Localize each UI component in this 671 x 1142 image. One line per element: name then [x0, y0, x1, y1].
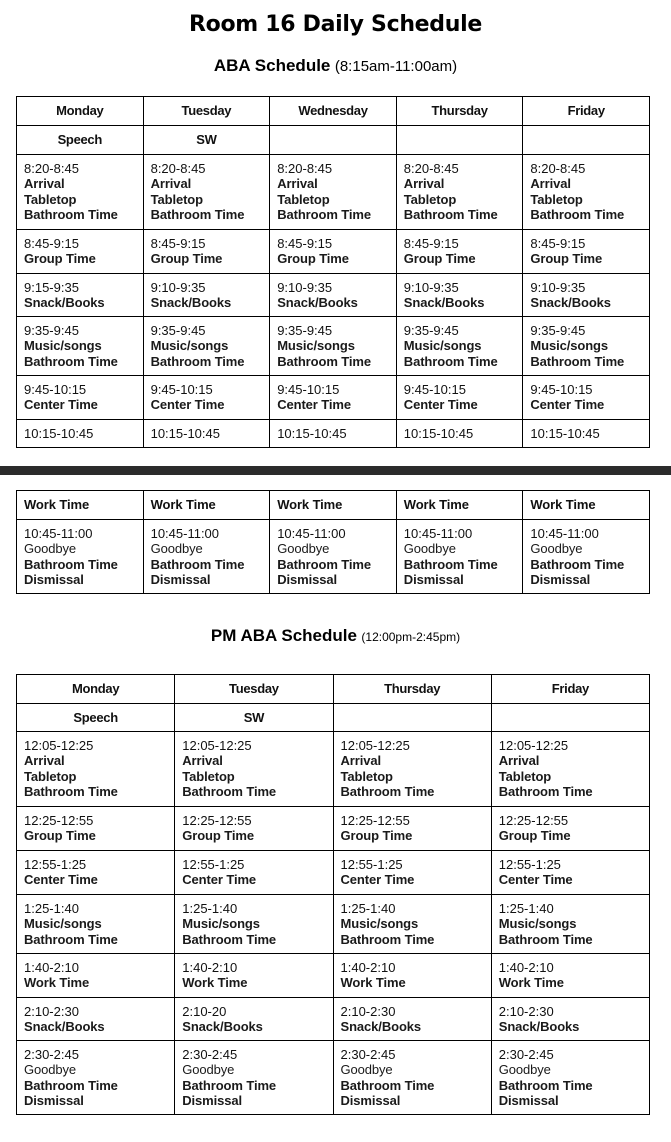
- activity-label: Bathroom Time: [403, 353, 498, 369]
- activity-label: Bathroom Time: [340, 783, 435, 799]
- activity-label: Dismissal: [277, 571, 337, 587]
- activity-label: Group Time: [277, 251, 349, 267]
- schedule-cell: [333, 1041, 491, 1115]
- time-range: 12:05-12:25: [24, 738, 94, 753]
- schedule-cell: [17, 851, 175, 895]
- schedule-cell: [17, 420, 144, 448]
- day-header-row-cell: Friday: [523, 97, 650, 126]
- time-range: 8:45-9:15: [403, 236, 459, 251]
- time-range: 9:45-10:15: [530, 382, 593, 397]
- activity-label: Tabletop: [150, 191, 203, 207]
- activity-label: Center Time: [403, 397, 478, 413]
- activity-label: Group Time: [182, 828, 254, 844]
- time-range: 9:10-9:35: [403, 280, 459, 295]
- time-range: 8:20-8:45: [403, 161, 459, 176]
- schedule-cell: [175, 954, 333, 998]
- day-header-row-cell: Friday: [491, 675, 649, 704]
- schedule-cell: [270, 317, 397, 376]
- activity-label: Goodbye: [403, 541, 456, 557]
- activity-label: Work Time: [182, 975, 248, 991]
- day-header-row-cell: Thursday: [396, 97, 523, 126]
- schedule-cell: [143, 376, 270, 420]
- activity-label: Arrival: [403, 176, 445, 192]
- schedule-cell: [396, 376, 523, 420]
- time-range: 10:45-11:00: [530, 526, 599, 541]
- activity-label: Group Time: [403, 251, 476, 267]
- activity-label: Snack/Books: [150, 295, 232, 311]
- pm-schedule-table: [16, 674, 650, 1115]
- am-heading-label: ABA Schedule: [213, 56, 331, 75]
- activity-label: Bathroom Time: [150, 556, 245, 572]
- activity-label: Dismissal: [24, 1092, 84, 1108]
- activity-label: Bathroom Time: [530, 556, 625, 572]
- schedule-cell: [333, 954, 491, 998]
- activity-label: Snack/Books: [403, 295, 485, 311]
- activity-label: Tabletop: [277, 191, 330, 207]
- time-range: 12:55-1:25: [498, 857, 561, 872]
- time-range: 8:45-9:15: [150, 236, 206, 251]
- schedule-row: [17, 274, 650, 317]
- schedule-cell: [175, 807, 333, 851]
- service-row: [17, 126, 650, 155]
- schedule-cell: [523, 274, 650, 317]
- schedule-cell: [523, 317, 650, 376]
- work-time-row: [17, 491, 650, 520]
- activity-label: Dismissal: [498, 1092, 559, 1108]
- activity-label: Dismissal: [24, 571, 84, 587]
- time-range: 12:05-12:25: [498, 738, 569, 753]
- time-range: 9:45-10:15: [24, 382, 87, 397]
- activity-label: Dismissal: [150, 571, 211, 587]
- activity-label: Bathroom Time: [150, 353, 245, 369]
- schedule-cell: [396, 520, 523, 594]
- activity-label: Center Time: [530, 397, 605, 413]
- schedule-cell: [17, 155, 144, 230]
- time-range: 9:45-10:15: [150, 382, 213, 397]
- activity-label: Goodbye: [340, 1062, 393, 1078]
- time-range: 1:25-1:40: [340, 901, 396, 916]
- activity-label: Bathroom Time: [150, 206, 245, 222]
- schedule-cell: [396, 155, 523, 230]
- activity-label: Arrival: [277, 176, 318, 192]
- activity-label: Bathroom Time: [182, 931, 277, 947]
- activity-label: Bathroom Time: [277, 353, 371, 369]
- schedule-cell: [333, 851, 491, 895]
- day-header-row-cell: Monday: [17, 675, 175, 704]
- time-range: 8:20-8:45: [24, 161, 79, 176]
- time-range: 8:20-8:45: [150, 161, 206, 176]
- activity-label: Snack/Books: [277, 295, 358, 311]
- schedule-cell: [17, 895, 175, 954]
- schedule-row: [17, 732, 650, 807]
- activity-label: Music/songs: [182, 916, 260, 932]
- activity-label: Music/songs: [150, 338, 229, 354]
- schedule-cell: [523, 420, 650, 448]
- activity-label: Group Time: [24, 828, 96, 844]
- activity-label: Center Time: [150, 397, 225, 413]
- schedule-cell: [523, 155, 650, 230]
- activity-label: Dismissal: [340, 1092, 401, 1108]
- activity-label: Snack/Books: [24, 1019, 105, 1035]
- activity-label: Tabletop: [403, 191, 457, 207]
- time-range: 1:40-2:10: [340, 960, 396, 975]
- time-range: 10:15-10:45: [530, 425, 600, 441]
- schedule-row: [17, 895, 650, 954]
- page-break-divider: [0, 466, 671, 475]
- activity-label: Bathroom Time: [277, 206, 371, 222]
- schedule-cell: [175, 851, 333, 895]
- schedule-row: [17, 230, 650, 274]
- time-range: 9:35-9:45: [403, 323, 459, 338]
- time-range: 9:15-9:35: [24, 280, 79, 295]
- time-range: 9:35-9:45: [24, 323, 79, 338]
- service-row-cell: Speech: [17, 704, 175, 732]
- activity-label: Tabletop: [530, 191, 583, 207]
- schedule-cell: [17, 317, 144, 376]
- activity-label: Bathroom Time: [498, 931, 593, 947]
- schedule-cell: [333, 998, 491, 1041]
- service-row: [17, 704, 650, 732]
- time-range: 1:25-1:40: [182, 901, 238, 916]
- activity-label: Bathroom Time: [24, 1077, 118, 1093]
- time-range: 12:05-12:25: [182, 738, 252, 753]
- schedule-cell: [396, 420, 523, 448]
- activity-label: Arrival: [24, 176, 65, 192]
- time-range: 1:40-2:10: [498, 960, 554, 975]
- activity-label: Work Time: [498, 975, 564, 991]
- time-range: 8:20-8:45: [277, 161, 333, 176]
- activity-label: Center Time: [24, 872, 98, 888]
- schedule-cell: [491, 1041, 649, 1115]
- activity-label: Work Time: [340, 975, 406, 991]
- time-range: 12:25-12:55: [24, 813, 94, 828]
- service-row-cell: [270, 126, 397, 155]
- time-range: 2:10-20: [182, 1004, 227, 1019]
- schedule-row: [17, 807, 650, 851]
- schedule-cell: [270, 376, 397, 420]
- activity-label: Arrival: [24, 753, 65, 769]
- activity-label: Group Time: [530, 251, 603, 267]
- time-range: 12:55-1:25: [340, 857, 403, 872]
- activity-label: Snack/Books: [24, 295, 105, 311]
- activity-label: Arrival: [498, 753, 540, 769]
- activity-label: Music/songs: [340, 916, 419, 932]
- schedule-cell: [17, 376, 144, 420]
- schedule-row: [17, 520, 650, 594]
- activity-label: Tabletop: [340, 768, 393, 784]
- day-header-row: [17, 675, 650, 704]
- activity-label: Tabletop: [498, 768, 552, 784]
- schedule-cell: [333, 895, 491, 954]
- activity-label: Goodbye: [24, 541, 77, 557]
- am-schedule-heading: [0, 56, 671, 76]
- schedule-cell: [143, 230, 270, 274]
- activity-label: Bathroom Time: [530, 353, 625, 369]
- activity-label: Bathroom Time: [530, 206, 625, 222]
- time-range: 10:45-11:00: [150, 526, 220, 541]
- schedule-cell: [143, 155, 270, 230]
- activity-label: Group Time: [24, 251, 96, 267]
- schedule-cell: [270, 274, 397, 317]
- schedule-cell: [175, 998, 333, 1041]
- time-range: 12:25-12:55: [498, 813, 569, 828]
- work-time-cell: Work Time: [523, 491, 650, 520]
- activity-label: Music/songs: [498, 916, 577, 932]
- activity-label: Arrival: [182, 753, 223, 769]
- schedule-row: [17, 1041, 650, 1115]
- time-range: 1:25-1:40: [498, 901, 554, 916]
- time-range: 9:35-9:45: [150, 323, 206, 338]
- schedule-cell: [333, 732, 491, 807]
- time-range: 10:15-10:45: [403, 425, 474, 441]
- day-header-row-cell: Monday: [17, 97, 144, 126]
- schedule-cell: [491, 732, 649, 807]
- time-range: 2:10-2:30: [340, 1004, 396, 1019]
- schedule-cell: [17, 274, 144, 317]
- work-time-cell: Work Time: [17, 491, 144, 520]
- schedule-row: [17, 998, 650, 1041]
- activity-label: Bathroom Time: [403, 556, 498, 572]
- am-schedule-table-continued: [16, 490, 650, 594]
- time-range: 2:30-2:45: [498, 1047, 554, 1062]
- schedule-cell: [17, 998, 175, 1041]
- schedule-cell: [396, 274, 523, 317]
- work-time-cell: Work Time: [270, 491, 397, 520]
- time-range: 2:10-2:30: [24, 1004, 79, 1019]
- schedule-cell: [17, 1041, 175, 1115]
- time-range: 10:45-11:00: [403, 526, 473, 541]
- schedule-cell: [143, 520, 270, 594]
- activity-label: Group Time: [340, 828, 413, 844]
- time-range: 2:10-2:30: [498, 1004, 554, 1019]
- activity-label: Music/songs: [403, 338, 482, 354]
- activity-label: Goodbye: [277, 541, 330, 557]
- activity-label: Bathroom Time: [24, 206, 118, 222]
- time-range: 9:45-10:15: [403, 382, 466, 397]
- schedule-row: [17, 954, 650, 998]
- activity-label: Bathroom Time: [340, 1077, 435, 1093]
- am-heading-range: (8:15am-11:00am): [334, 58, 458, 75]
- activity-label: Snack/Books: [530, 295, 611, 311]
- time-range: 2:30-2:45: [340, 1047, 396, 1062]
- schedule-row: [17, 317, 650, 376]
- schedule-cell: [17, 732, 175, 807]
- time-range: 9:35-9:45: [530, 323, 586, 338]
- activity-label: Dismissal: [403, 571, 464, 587]
- day-header-row-cell: Tuesday: [143, 97, 270, 126]
- day-header-row-cell: Tuesday: [175, 675, 333, 704]
- schedule-cell: [491, 851, 649, 895]
- activity-label: Music/songs: [24, 338, 102, 354]
- time-range: 10:45-11:00: [277, 526, 346, 541]
- activity-label: Bathroom Time: [24, 931, 118, 947]
- schedule-cell: [491, 998, 649, 1041]
- service-row-cell: [523, 126, 650, 155]
- time-range: 9:45-10:15: [277, 382, 340, 397]
- schedule-cell: [270, 155, 397, 230]
- schedule-cell: [333, 807, 491, 851]
- schedule-cell: [491, 954, 649, 998]
- schedule-cell: [175, 732, 333, 807]
- service-row-cell: Speech: [17, 126, 144, 155]
- time-range: 12:05-12:25: [340, 738, 410, 753]
- activity-label: Bathroom Time: [340, 931, 435, 947]
- schedule-cell: [523, 376, 650, 420]
- time-range: 8:45-9:15: [24, 236, 79, 251]
- time-range: 2:30-2:45: [182, 1047, 238, 1062]
- time-range: 1:25-1:40: [24, 901, 79, 916]
- activity-label: Bathroom Time: [24, 556, 118, 572]
- activity-label: Work Time: [24, 975, 90, 991]
- day-header-row-cell: Thursday: [333, 675, 491, 704]
- activity-label: Snack/Books: [498, 1019, 580, 1035]
- schedule-cell: [17, 954, 175, 998]
- schedule-cell: [175, 895, 333, 954]
- activity-label: Arrival: [150, 176, 192, 192]
- am-schedule-table: [16, 96, 650, 448]
- time-range: 10:15-10:45: [277, 425, 347, 441]
- time-range: 9:10-9:35: [277, 280, 333, 295]
- activity-label: Bathroom Time: [24, 353, 118, 369]
- activity-label: Bathroom Time: [182, 1077, 277, 1093]
- schedule-cell: [491, 895, 649, 954]
- time-range: 2:30-2:45: [24, 1047, 79, 1062]
- activity-label: Goodbye: [498, 1062, 551, 1078]
- time-range: 8:20-8:45: [530, 161, 586, 176]
- schedule-row: [17, 376, 650, 420]
- activity-label: Tabletop: [182, 768, 235, 784]
- time-range: 1:40-2:10: [182, 960, 238, 975]
- activity-label: Snack/Books: [340, 1019, 422, 1035]
- activity-label: Goodbye: [530, 541, 583, 557]
- time-range: 12:55-1:25: [182, 857, 245, 872]
- service-row-cell: SW: [175, 704, 333, 732]
- time-range: 12:25-12:55: [340, 813, 410, 828]
- activity-label: Center Time: [340, 872, 415, 888]
- activity-label: Group Time: [498, 828, 571, 844]
- time-range: 9:10-9:35: [530, 280, 586, 295]
- activity-label: Music/songs: [24, 916, 102, 932]
- page-title: Room 16 Daily Schedule: [189, 12, 482, 37]
- activity-label: Bathroom Time: [277, 556, 371, 572]
- activity-label: Snack/Books: [182, 1019, 263, 1035]
- activity-label: Center Time: [498, 872, 573, 888]
- schedule-cell: [270, 420, 397, 448]
- activity-label: Group Time: [150, 251, 223, 267]
- activity-label: Dismissal: [182, 1092, 243, 1108]
- activity-label: Music/songs: [277, 338, 355, 354]
- pm-schedule-heading: [0, 626, 671, 646]
- time-range: 8:45-9:15: [530, 236, 586, 251]
- activity-label: Arrival: [340, 753, 381, 769]
- activity-label: Goodbye: [24, 1062, 77, 1078]
- activity-label: Bathroom Time: [498, 1077, 593, 1093]
- time-range: 1:40-2:10: [24, 960, 79, 975]
- activity-label: Goodbye: [150, 541, 203, 557]
- schedule-cell: [17, 520, 144, 594]
- schedule-cell: [17, 230, 144, 274]
- time-range: 9:10-9:35: [150, 280, 206, 295]
- activity-label: Dismissal: [530, 571, 591, 587]
- time-range: 10:45-11:00: [24, 526, 93, 541]
- pm-heading-range: (12:00pm-2:45pm): [361, 630, 461, 644]
- schedule-cell: [17, 807, 175, 851]
- activity-label: Tabletop: [24, 768, 77, 784]
- schedule-row: [17, 851, 650, 895]
- pm-heading-label: PM ABA Schedule: [210, 626, 357, 645]
- schedule-cell: [396, 317, 523, 376]
- activity-label: Tabletop: [24, 191, 77, 207]
- service-row-cell: [396, 126, 523, 155]
- day-header-row-cell: Wednesday: [270, 97, 397, 126]
- time-range: 12:55-1:25: [24, 857, 87, 872]
- schedule-row: [17, 420, 650, 448]
- work-time-cell: Work Time: [396, 491, 523, 520]
- time-range: 8:45-9:15: [277, 236, 333, 251]
- activity-label: Bathroom Time: [182, 783, 277, 799]
- time-range: 10:15-10:45: [150, 425, 220, 441]
- activity-label: Bathroom Time: [403, 206, 498, 222]
- schedule-cell: [270, 230, 397, 274]
- time-range: 9:35-9:45: [277, 323, 333, 338]
- service-row-cell: [333, 704, 491, 732]
- schedule-cell: [175, 1041, 333, 1115]
- activity-label: Music/songs: [530, 338, 609, 354]
- schedule-cell: [491, 807, 649, 851]
- schedule-cell: [523, 230, 650, 274]
- activity-label: Arrival: [530, 176, 571, 192]
- schedule-row: [17, 155, 650, 230]
- day-header-row: [17, 97, 650, 126]
- activity-label: Bathroom Time: [498, 783, 593, 799]
- activity-label: Center Time: [24, 397, 98, 413]
- time-range: 12:25-12:55: [182, 813, 252, 828]
- schedule-cell: [523, 520, 650, 594]
- activity-label: Bathroom Time: [24, 783, 118, 799]
- service-row-cell: SW: [143, 126, 270, 155]
- schedule-cell: [270, 520, 397, 594]
- schedule-cell: [143, 420, 270, 448]
- activity-label: Goodbye: [182, 1062, 235, 1078]
- schedule-cell: [143, 317, 270, 376]
- activity-label: Center Time: [277, 397, 351, 413]
- work-time-cell: Work Time: [143, 491, 270, 520]
- service-row-cell: [491, 704, 649, 732]
- schedule-cell: [396, 230, 523, 274]
- schedule-cell: [143, 274, 270, 317]
- activity-label: Center Time: [182, 872, 257, 888]
- time-range: 10:15-10:45: [24, 425, 94, 441]
